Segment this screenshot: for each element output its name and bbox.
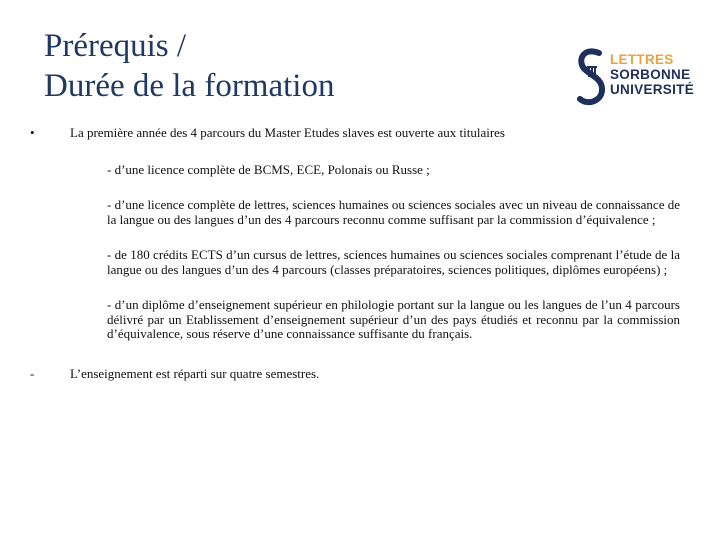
sub-item-ects: - de 180 crédits ECTS d’un cursus de lettres, sciences humaines ou sciences sociales comprenant l’étude de la langue ou des langues d’un des 4 parcours (classes préparatoires, sciences politiques, diplômes européens) ;: [107, 247, 680, 277]
page-title: [44, 26, 334, 106]
sub-item-bcms: - d’une licence complète de BCMS, ECE, Polonais ou Russe ;: [107, 161, 430, 177]
sorbonne-logo: [576, 46, 695, 108]
slide-body: [30, 126, 680, 381]
bullet-text: L’enseignement est réparti sur quatre semestres.: [70, 365, 320, 381]
bullet-marker: •: [30, 125, 35, 140]
bullet-item: [30, 367, 680, 382]
logo-line-sorbonne: SORBONNE: [610, 67, 691, 82]
logo-line-universite: UNIVERSITÉ: [610, 82, 695, 97]
logo-line-lettres: LETTRES: [610, 52, 674, 67]
title-line-2: Durée de la formation: [44, 68, 335, 104]
bullet-marker: -: [30, 365, 35, 381]
title-line-1: Prérequis /: [44, 28, 187, 64]
sorbonne-s-mark-icon: [576, 46, 606, 108]
bullet-item: [30, 126, 680, 141]
sub-item-lettres: - d’une licence complète de lettres, sciences humaines ou sciences sociales avec un niveau de connaissance de la langue ou des langues d’un des 4 parcours reconnu comme suffisant par la commission d’équivalence ;: [107, 197, 680, 227]
bullet-text: La première année des 4 parcours du Master Etudes slaves est ouverte aux titulaires: [70, 125, 505, 140]
sub-item-diplome: - d’un diplôme d’enseignement supérieur en philologie portant sur la langue ou les langues de l’un 4 parcours délivré par un Etablissement d’enseignement supérieur d’un des pays étudiés et reconnu par la commission d’équivalence, sous réserve d’une connaissance suffisante du français.: [107, 297, 680, 341]
